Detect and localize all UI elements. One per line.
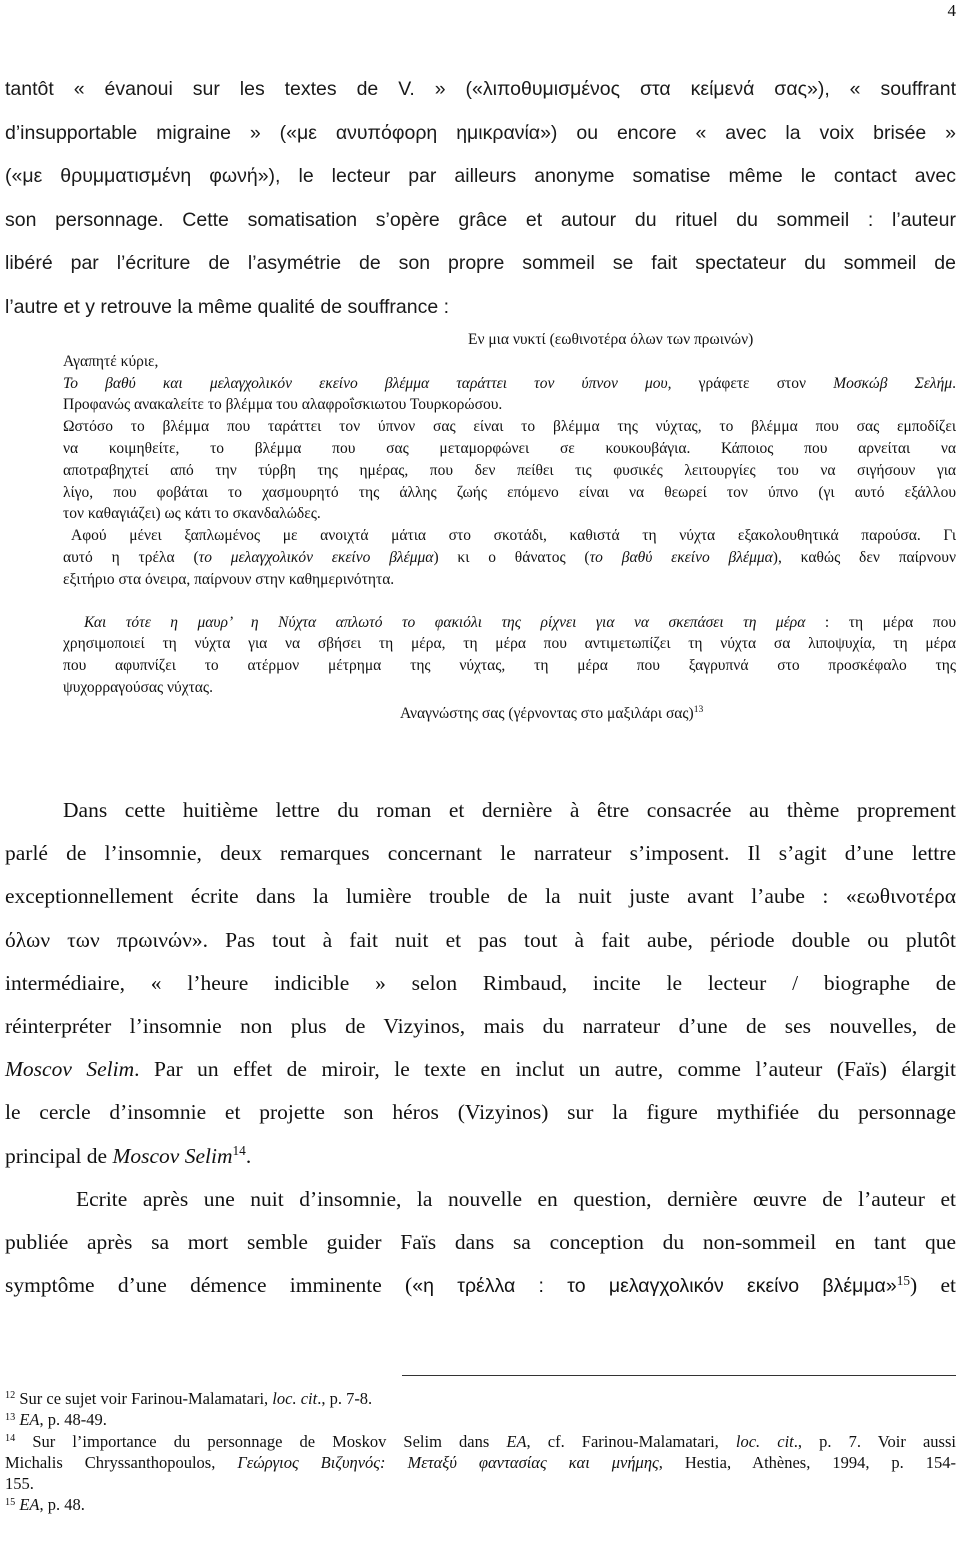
text-line: («με θρυμματισμένη φωνή»), le lecteur par ailleurs anonyme somatise même le contact avec [5, 165, 956, 188]
footnote [5, 1388, 956, 1409]
letter-paragraph [5, 525, 956, 590]
italic-text: το βαθύ εκείνο βλέμμα [589, 548, 773, 566]
work-title: Γεώργιος Βιζυηνός: Μεταξύ φαντασίας και μνήμης [237, 1452, 659, 1472]
footnote-number: 15 [5, 1496, 16, 1508]
italic-text: loc. cit [735, 1431, 794, 1451]
text-line: αποτραβηχτεί από την τύρβη της ημέρας, που δεν πείθει τις φυσικές λειτουργίες του να σιγήσουν για [63, 461, 956, 479]
italic-text: EA [506, 1431, 527, 1451]
text-span: ), καθώς δεν παίρνουν [772, 548, 956, 566]
text-line: tantôt « évanoui sur les textes de V. » («λιποθυμισμένος στα κείμενά σας»), « souffrant [5, 78, 956, 100]
footnote [5, 1431, 956, 1452]
letter-dateline: Εν μια νυκτί (εωθινοτέρα όλων των πρωινών) [468, 331, 754, 348]
work-title: Moscov Selim [112, 1143, 233, 1168]
work-title: Moscov Selim [5, 1057, 135, 1082]
text-line: l’autre et y retrouve la même qualité de souffrance : [5, 295, 450, 318]
body-text [5, 789, 956, 1307]
text-line: χρησιμοποιεί τη νύχτα για να σβήσει τη μέρα, τη μέρα που αντιμετωπίζει τη νύχτα σα λιποψυχία, τη μέρα [63, 635, 956, 653]
work-title: Μοσκώβ Σελήμ [833, 374, 953, 392]
footnote-number: 14 [5, 1432, 16, 1444]
text-line: intermédiaire, « l’heure indicible » selon Rimbaud, incite le lecteur / biographe de [5, 970, 956, 995]
letter-paragraph [5, 416, 956, 525]
italic-text: Και τότε η μαυρ’ η Νύχτα απλωτό το φακιόλι της ρίχνει για να σκεπάσει τη μέρα [84, 613, 806, 631]
letter-salutation: Αγαπητέ κύριε, [63, 352, 159, 370]
letter-signature [5, 703, 956, 725]
text-line: ψυχορραγούσας νύχτας. [63, 678, 213, 696]
text-line: parlé de l’insomnie, deux remarques concernant le narrateur s’imposent. Il s’agit d’une lettre [5, 841, 956, 866]
text-span: , cf. Farinou-Malamatari, [526, 1431, 736, 1451]
letter-paragraph [5, 612, 956, 699]
text-line: να κοιμηθείτε, το βλέμμα που σας μεταμορφώνει σε κουκουβάγια. Κάποιος που αρνείται να [63, 439, 956, 457]
text-line [5, 373, 956, 395]
text-line: son personnage. Cette somatisation s’opère grâce et autour du rituel du sommeil : l’auteur [5, 208, 956, 231]
text-line: d’insupportable migraine » («με ανυπόφορη ημικρανία») ou encore « avec la voix brisée » [5, 121, 956, 144]
italic-text: το μελαγχολικόν εκείνο βλέμμα [198, 548, 434, 566]
footnote [5, 1409, 956, 1430]
footnote-number: 13 [5, 1411, 16, 1423]
text-span: Michalis Chryssanthopoulos, [5, 1452, 238, 1472]
text-span: ) et [910, 1273, 956, 1298]
text-line: Dans cette huitième lettre du roman et dernière à être consacrée au thème proprement [63, 798, 956, 822]
text-line: που αφυπνίζει το ατέρμον μέτρημα της νύχτας, τη μέρα που ξαγρυπνά στο προσκέφαλο της [63, 657, 956, 675]
letter-quotation [5, 329, 956, 725]
text-line: Προφανώς ανακαλείτε το βλέμμα του αλαφροΐσκιωτου Τουρκορώσου. [63, 396, 503, 414]
text-span: . [245, 1143, 252, 1168]
italic-text: Το βαθύ και μελαγχολικόν εκείνο βλέμμα ταράττει τον ύπνον μου, [63, 374, 672, 392]
text-line: exceptionnellement écrite dans la lumière trouble de la nuit juste avant l’aube : «εωθινοτέρα [5, 884, 956, 909]
text-span: . [952, 374, 956, 392]
text-line: Αφού μένει ξαπλωμένος με ανοιχτά μάτια στο σκοτάδι, καθιστά τη νύχτα εξακολουθητικά παρούσα. Γι [71, 527, 956, 545]
footnote-continuation [5, 1452, 956, 1473]
footnote-continuation: 155. [5, 1474, 34, 1494]
text-line [5, 1135, 956, 1178]
italic-text: EA [19, 1495, 40, 1515]
signature-text: Αναγνώστης σας (γέρνοντας στο μαξιλάρι σας) [400, 704, 694, 722]
text-span: symptôme d’une démence imminente ( [5, 1273, 413, 1298]
text-span: . Par un effet de miroir, le texte en inclut un autre, comme l’auteur (Faïs) élargit [134, 1057, 956, 1082]
text-line: λίγο, που φοβάται το χασμουρητό της άλλης ζωής επόμενο είναι να θεωρεί τον ύπνο (γι αυτό εξάλλου [63, 483, 956, 501]
text-line: όλων των πρωινών». Pas tout à fait nuit et pas tout à fait aube, période double ou plutôt [5, 927, 956, 952]
text-line [63, 547, 956, 569]
text-span: ) κι ο θάνατος ( [433, 548, 590, 566]
text-line [5, 1264, 956, 1307]
text-line: τον καθαγιάζει) ως κάτι το σκανδαλώδες. [63, 505, 321, 523]
text-line: εξιτήριο στα όνειρα, παίρνουν στην καθημερινότητα. [63, 570, 395, 588]
italic-text: EA [19, 1410, 40, 1430]
text-span: , p. 48-49. [39, 1410, 107, 1430]
text-span: Sur l’importance du personnage de Moskov Selim dans [15, 1431, 507, 1451]
text-span: ., p. 7. Voir aussi [793, 1431, 956, 1451]
text-line [5, 1048, 956, 1091]
text-line: publiée après sa mort semble guider Faïs dans sa conception du non-sommeil en tant que [5, 1229, 956, 1254]
footnotes [5, 1388, 956, 1516]
footnote-separator [402, 1375, 956, 1376]
text-span: principal de [5, 1143, 113, 1168]
text-line: Ecrite après une nuit d’insomnie, la nouvelle en question, dernière œuvre de l’auteur et [76, 1186, 956, 1211]
text-span: ., p. 7-8. [317, 1389, 373, 1408]
footnote-number: 12 [5, 1390, 16, 1402]
footnote-ref: 14 [232, 1143, 246, 1159]
text-line: libéré par l’écriture de l’asymétrie de son propre sommeil se fait spectateur du sommeil de [5, 252, 956, 275]
text-span: Sur ce sujet voir Farinou-Malamatari, [15, 1389, 273, 1408]
text-line: réinterpréter l’insomnie non plus de Vizyinos, mais du narrateur d’une de ses nouvelles, de [5, 1013, 956, 1038]
text-span: αυτό η τρέλα ( [63, 548, 199, 566]
footnote-ref: 13 [693, 704, 704, 716]
text-span: γράφετε στον [671, 374, 834, 392]
text-span: , Hestia, Athènes, 1994, p. 154- [658, 1452, 956, 1472]
text-line: Ωστόσο το βλέμμα που ταράττει τον ύπνον σας είναι το βλέμμα της νύχτας, το βλέμμα που σας εμποδίζει [63, 418, 956, 436]
italic-text: loc. cit [272, 1389, 318, 1408]
page-number: 4 [947, 1, 956, 20]
text-span: , p. 48. [39, 1495, 85, 1515]
footnote [5, 1494, 956, 1515]
text-line: le cercle d’insomnie et projette son héros (Vizyinos) sur la figure mythifiée du personnage [5, 1100, 956, 1125]
text-span: : τη μέρα που [805, 613, 956, 631]
footnote-ref: 15 [896, 1272, 911, 1288]
intro-paragraph [5, 68, 956, 330]
greek-quote: «η τρέλλα : το μελαγχολικόν εκείνο βλέμμα» [412, 1275, 897, 1298]
text-line [63, 612, 956, 634]
